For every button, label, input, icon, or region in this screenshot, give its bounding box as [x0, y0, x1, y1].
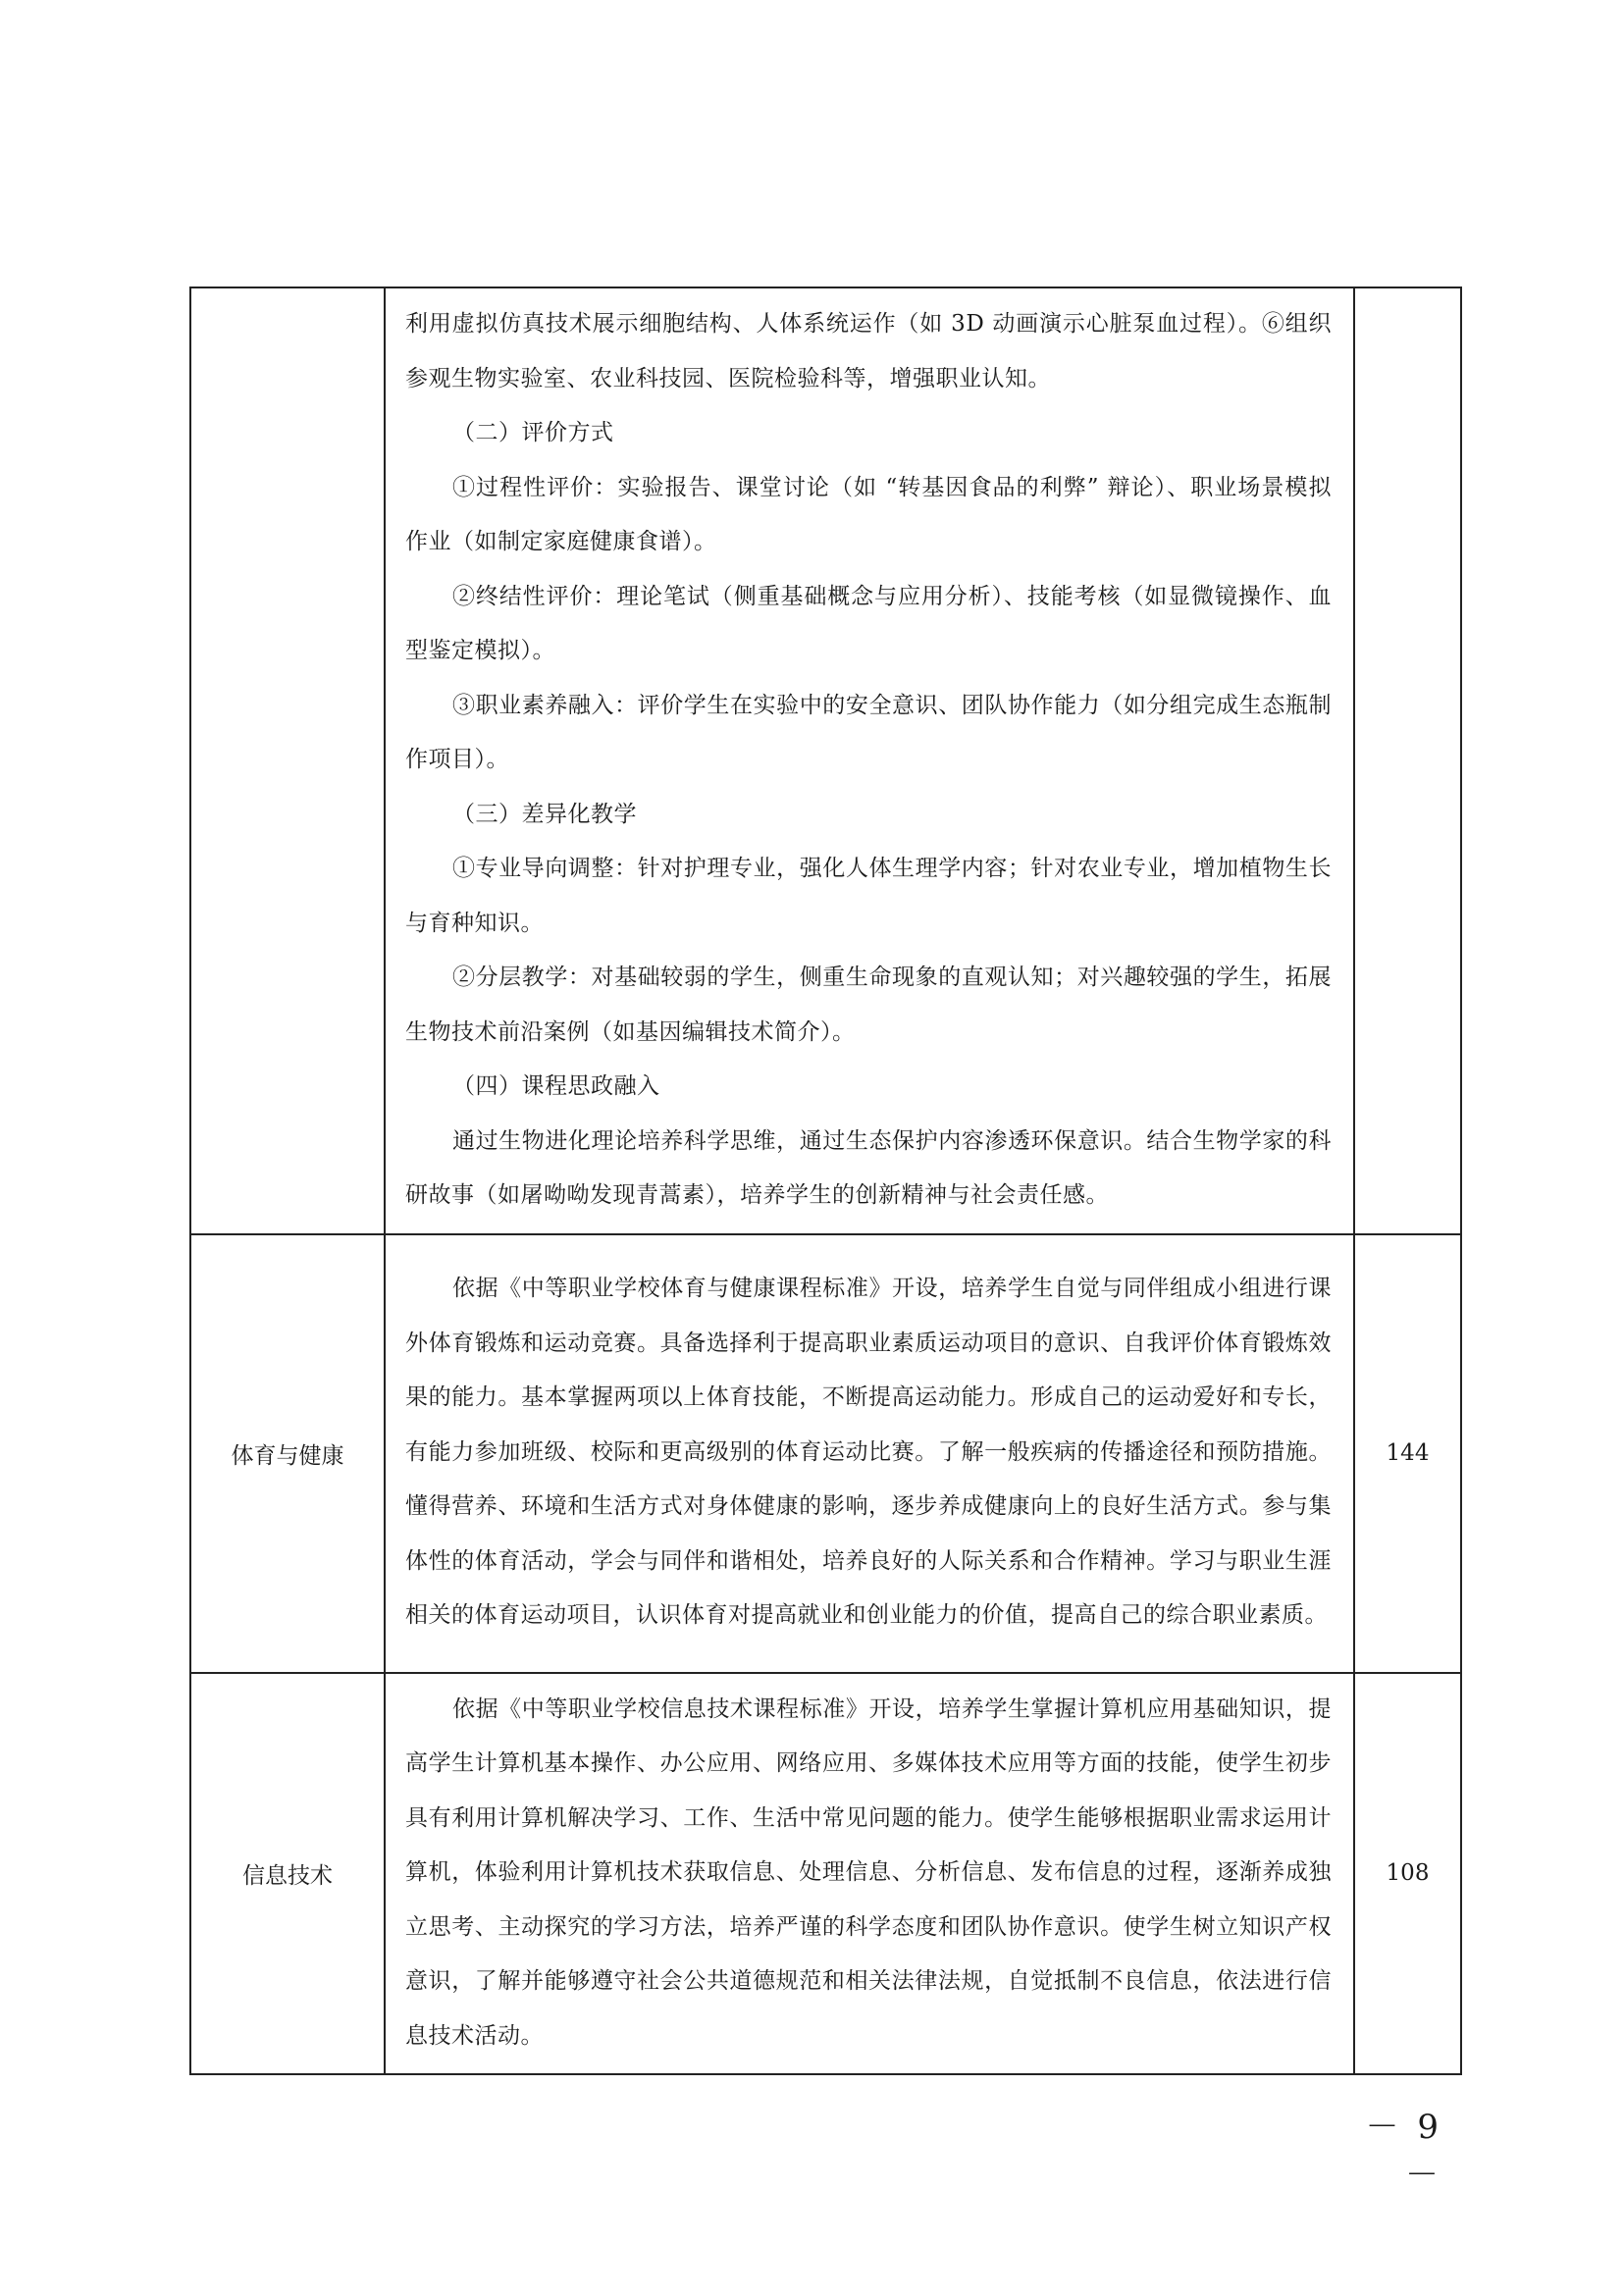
table-row — [190, 287, 1461, 1234]
course-hours-cell: 108 — [1354, 1673, 1461, 2075]
course-content-cell — [385, 1673, 1354, 2075]
section-heading: （二）评价方式 — [452, 420, 614, 445]
course-content-cell — [385, 287, 1354, 1234]
content-paragraph: ②分层教学：对基础较弱的学生，侧重生命现象的直观认知；对兴趣较强的学生，拓展生物技术前沿案例（如基因编辑技术简介）。 — [405, 965, 1332, 1045]
course-name-cell: 信息技术 — [190, 1673, 385, 2075]
table-row — [190, 1234, 1461, 1673]
content-paragraph: ③职业素养融入：评价学生在实验中的安全意识、团队协作能力（如分组完成生态瓶制作项目）。 — [405, 692, 1332, 772]
content-paragraph: ②终结性评价：理论笔试（侧重基础概念与应用分析）、技能考核（如显微镜操作、血型鉴定模拟）。 — [405, 583, 1332, 663]
content-paragraph: ①专业导向调整：针对护理专业，强化人体生理学内容；针对农业专业，增加植物生长与育种知识。 — [405, 856, 1332, 936]
content-paragraph: 通过生物进化理论培养科学思维，通过生态保护内容渗透环保意识。结合生物学家的科研故事（如屠呦呦发现青蒿素），培养学生的创新精神与社会责任感。 — [405, 1127, 1332, 1208]
course-name-cell: 体育与健康 — [190, 1234, 385, 1673]
section-heading: （三）差异化教学 — [452, 801, 637, 827]
course-table-body — [190, 287, 1461, 2074]
content-paragraph: 依据《中等职业学校体育与健康课程标准》开设，培养学生自觉与同伴组成小组进行课外体育锻炼和运动竞赛。具备选择利于提高职业素质运动项目的意识、自我评价体育锻炼效果的能力。基本掌握两项以上体育技能，不断提高运动能力。形成自己的运动爱好和专长，有能力参加班级、校际和更高级别的体育运动比赛。了解一般疾病的传播途径和预防措施。懂得营养、环境和生活方式对身体健康的影响，逐步养成健康向上的良好生活方式。参与集体性的体育活动，学会与同伴和谐相处，培养良好的人际关系和合作精神。学习与职业生涯相关的体育运动项目，认识体育对提高就业和创业能力的价值，提高自己的综合职业素质。 — [405, 1276, 1332, 1629]
course-hours-cell: 144 — [1354, 1234, 1461, 1673]
table-row — [190, 1673, 1461, 2075]
course-hours-cell — [1354, 287, 1461, 1234]
section-heading: （四）课程思政融入 — [452, 1073, 660, 1099]
content-paragraph: ①过程性评价：实验报告、课堂讨论（如 “转基因食品的利弊” 辩论）、职业场景模拟作业（如制定家庭健康食谱）。 — [405, 474, 1332, 554]
course-name-cell — [190, 287, 385, 1234]
content-paragraph: 利用虚拟仿真技术展示细胞结构、人体系统运作（如 3D 动画演示心脏泵血过程）。⑥组织参观生物实验室、农业科技园、医院检验科等，增强职业认知。 — [405, 311, 1332, 391]
course-content-cell — [385, 1234, 1354, 1673]
page-number: － 9 － — [1365, 2108, 1442, 2195]
content-paragraph: 依据《中等职业学校信息技术课程标准》开设，培养学生掌握计算机应用基础知识，提高学生计算机基本操作、办公应用、网络应用、多媒体技术应用等方面的技能，使学生初步具有利用计算机解决学习、工作、生活中常见问题的能力。使学生能够根据职业需求运用计算机，体验利用计算机技术获取信息、处理信息、分析信息、发布信息的过程，逐渐养成独立思考、主动探究的学习方法，培养严谨的科学态度和团队协作意识。使学生树立知识产权意识，了解并能够遵守社会公共道德规范和相关法律法规，自觉抵制不良信息，依法进行信息技术活动。 — [405, 1695, 1332, 2049]
course-table — [189, 287, 1462, 2075]
